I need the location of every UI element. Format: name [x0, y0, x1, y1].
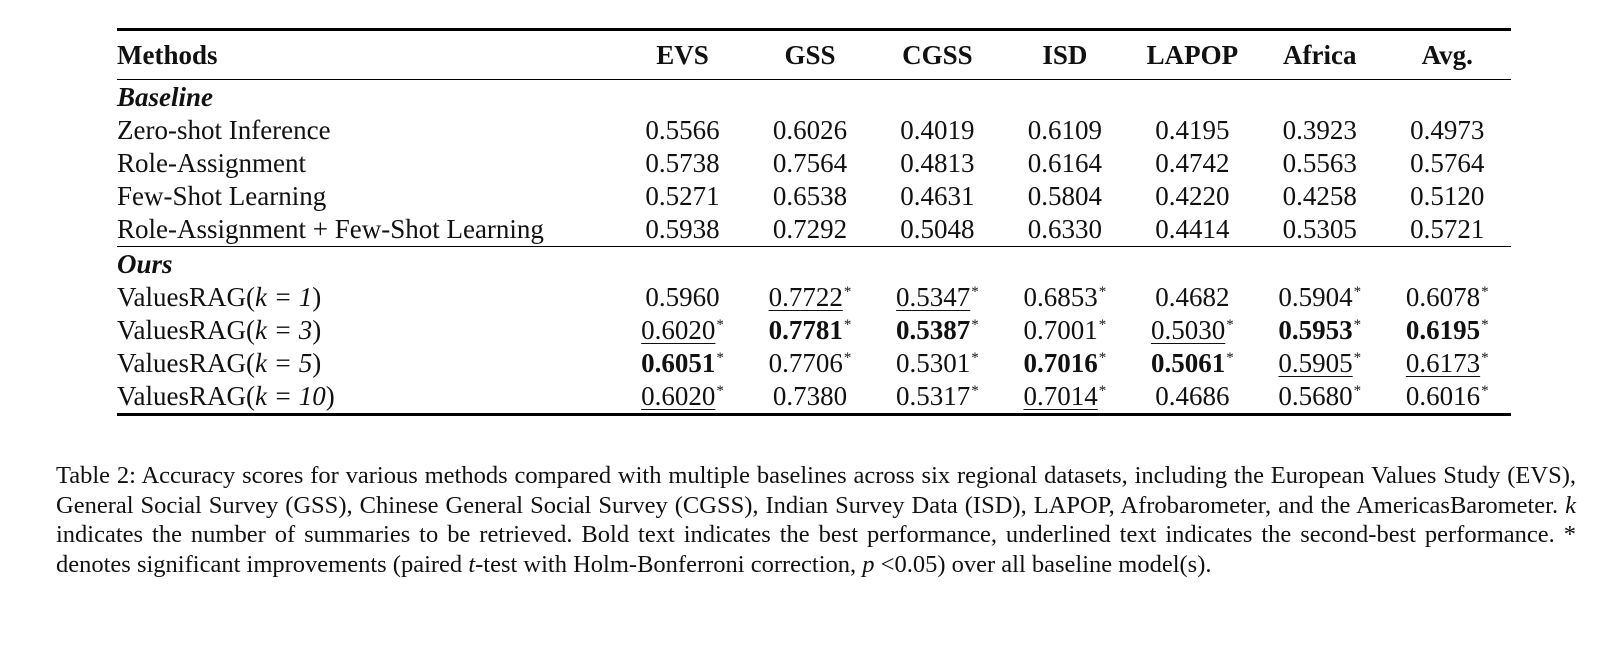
method-name: [117, 213, 619, 247]
header-gss: GSS: [784, 39, 836, 70]
cell-avg: [1384, 281, 1511, 314]
table-row: [117, 147, 1511, 180]
cell-cgss: [874, 281, 1001, 314]
score-value: 0.6195: [1405, 315, 1481, 345]
significance-marker: *: [1098, 383, 1107, 399]
score-value: 0.7706: [768, 348, 843, 378]
cell-avg: [1384, 213, 1511, 247]
score-value: 0.5566: [645, 115, 720, 145]
score-value: 0.7001: [1023, 315, 1098, 345]
score-value: 0.6164: [1027, 148, 1102, 178]
score-value: 0.6109: [1027, 115, 1102, 145]
score-value: 0.5804: [1027, 181, 1102, 211]
score-value: 0.6538: [772, 181, 848, 211]
cell-avg: [1384, 347, 1511, 380]
method-k-param: k = 1: [254, 282, 313, 312]
cell-gss: [746, 147, 873, 180]
cell-avg: [1384, 180, 1511, 213]
cell-lapop: [1129, 380, 1256, 415]
cell-evs: [619, 147, 746, 180]
method-name: [117, 147, 619, 180]
score-value: 0.5721: [1410, 214, 1485, 244]
caption-p-symbol: p: [862, 550, 875, 578]
significance-marker: *: [843, 350, 852, 366]
cell-gss: [746, 114, 873, 147]
table-row: [117, 114, 1511, 147]
score-value: 0.5738: [645, 148, 720, 178]
score-value: 0.5905: [1278, 348, 1353, 378]
cell-gss: [746, 213, 873, 247]
method-name: [117, 114, 619, 147]
cell-lapop: [1129, 213, 1256, 247]
cell-evs: [619, 314, 746, 347]
cell-africa: [1256, 114, 1383, 147]
score-value: 0.6853: [1023, 282, 1098, 312]
cell-lapop: [1129, 281, 1256, 314]
table-row: [117, 180, 1511, 213]
table-row: [117, 213, 1511, 247]
significance-marker: *: [1353, 317, 1362, 333]
score-value: 0.6020: [641, 315, 716, 345]
significance-marker: *: [716, 317, 724, 333]
method-label: ValuesRAG(: [117, 282, 255, 312]
significance-marker: *: [1353, 284, 1362, 300]
header-lapop: LAPOP: [1146, 39, 1239, 70]
cell-evs: [619, 180, 746, 213]
significance-marker: *: [843, 317, 852, 333]
score-value: 0.5764: [1410, 148, 1485, 178]
score-value: 0.3923: [1282, 115, 1357, 145]
method-label: Few-Shot Learning: [117, 181, 327, 211]
cell-lapop: [1129, 314, 1256, 347]
method-label: ValuesRAG(: [117, 381, 255, 411]
cell-isd: [1001, 314, 1128, 347]
method-k-param: k = 5: [254, 348, 313, 378]
caption-t-symbol: t: [468, 550, 476, 578]
score-value: 0.6051: [641, 348, 716, 378]
cell-cgss: [874, 114, 1001, 147]
score-value: 0.6016: [1405, 381, 1481, 411]
cell-isd: [1001, 213, 1128, 247]
significance-marker: *: [1098, 284, 1107, 300]
method-k-param: k = 3: [254, 315, 313, 345]
table-row: [117, 314, 1511, 347]
method-close-paren: ): [312, 282, 322, 312]
score-value: 0.4631: [900, 181, 975, 211]
score-value: 0.5904: [1278, 282, 1353, 312]
cell-africa: [1256, 213, 1383, 247]
significance-marker: *: [971, 317, 979, 333]
section-header-row: [117, 247, 1511, 282]
cell-cgss: [874, 380, 1001, 415]
caption-k-symbol: k: [1565, 491, 1576, 519]
cell-avg: [1384, 380, 1511, 415]
section-baseline: [117, 80, 1511, 247]
score-value: 0.5317: [896, 381, 971, 411]
cell-cgss: [874, 147, 1001, 180]
score-value: 0.6020: [641, 381, 716, 411]
significance-marker: *: [716, 350, 724, 366]
method-name: [117, 380, 619, 415]
score-value: 0.5680: [1278, 381, 1353, 411]
score-value: 0.4686: [1155, 381, 1230, 411]
caption-part1: Table 2: Accuracy scores for various methods compared with multiple baselines across six regional datasets, including the European Values Study (EVS), General Social Survey (GSS), Chinese General Social Survey (CGSS), Indian Survey Data (ISD), LAPOP, Afrobarometer, and the AmericasBarometer.: [56, 462, 1576, 519]
significance-marker: *: [971, 383, 979, 399]
score-value: 0.6026: [772, 115, 848, 145]
method-label: Role-Assignment + Few-Shot Learning: [117, 214, 544, 244]
significance-marker: *: [1353, 383, 1362, 399]
table-header-row: [117, 30, 1511, 80]
score-value: 0.6173: [1405, 348, 1481, 378]
score-value: 0.5030: [1150, 315, 1226, 345]
cell-lapop: [1129, 114, 1256, 147]
header-methods: Methods: [117, 39, 218, 70]
cell-avg: [1384, 147, 1511, 180]
cell-cgss: [874, 347, 1001, 380]
header-africa: Africa: [1283, 39, 1357, 70]
score-value: 0.5120: [1410, 181, 1485, 211]
score-value: 0.5271: [645, 181, 720, 211]
cell-africa: [1256, 180, 1383, 213]
method-close-paren: ): [312, 348, 322, 378]
method-label: ValuesRAG(: [117, 315, 255, 345]
cell-evs: [619, 114, 746, 147]
score-value: 0.5938: [645, 214, 720, 244]
header-isd: ISD: [1042, 39, 1088, 70]
table-row: [117, 281, 1511, 314]
cell-cgss: [874, 314, 1001, 347]
score-value: 0.7016: [1023, 348, 1098, 378]
score-value: 0.4813: [900, 148, 975, 178]
significance-marker: *: [971, 284, 979, 300]
cell-evs: [619, 281, 746, 314]
cell-gss: [746, 180, 873, 213]
score-value: 0.5953: [1278, 315, 1353, 345]
cell-lapop: [1129, 180, 1256, 213]
score-value: 0.7722: [768, 282, 843, 312]
method-label: Zero-shot Inference: [117, 115, 331, 145]
cell-cgss: [874, 180, 1001, 213]
significance-marker: *: [1353, 350, 1362, 366]
cell-evs: [619, 380, 746, 415]
score-value: 0.4973: [1410, 115, 1485, 145]
cell-africa: [1256, 147, 1383, 180]
method-name: [117, 347, 619, 380]
cell-isd: [1001, 380, 1128, 415]
table-row: [117, 380, 1511, 415]
section-header-row: [117, 80, 1511, 115]
section-title: Ours: [117, 248, 173, 279]
score-value: 0.7014: [1023, 381, 1098, 411]
cell-isd: [1001, 281, 1128, 314]
cell-isd: [1001, 147, 1128, 180]
score-value: 0.4414: [1155, 214, 1230, 244]
score-value: 0.4019: [900, 115, 975, 145]
score-value: 0.5960: [645, 282, 720, 312]
significance-marker: *: [1226, 317, 1234, 333]
score-value: 0.5305: [1282, 214, 1357, 244]
cell-gss: [746, 281, 873, 314]
method-name: [117, 180, 619, 213]
significance-marker: *: [1481, 383, 1489, 399]
significance-marker: *: [971, 350, 979, 366]
caption-part2: indicates the number of summaries to be retrieved. Bold text indicates the best performance, underlined text indicates the second-best performance. * denotes significant improvements (paired: [56, 521, 1576, 578]
caption-part3: -test with Holm-Bonferroni correction,: [475, 550, 863, 578]
score-value: 0.4258: [1282, 181, 1357, 211]
table-caption: [56, 461, 1576, 579]
score-value: 0.4195: [1155, 115, 1230, 145]
score-value: 0.7781: [768, 315, 843, 345]
method-name: [117, 314, 619, 347]
cell-avg: [1384, 314, 1511, 347]
cell-africa: [1256, 314, 1383, 347]
section-ours: [117, 247, 1511, 415]
score-value: 0.6078: [1405, 282, 1481, 312]
cell-isd: [1001, 347, 1128, 380]
method-label: ValuesRAG(: [117, 348, 255, 378]
score-value: 0.4742: [1155, 148, 1230, 178]
significance-marker: *: [1098, 317, 1107, 333]
cell-isd: [1001, 114, 1128, 147]
cell-africa: [1256, 281, 1383, 314]
significance-marker: *: [1481, 317, 1489, 333]
cell-gss: [746, 314, 873, 347]
score-value: 0.4682: [1155, 282, 1230, 312]
header-avg: Avg.: [1421, 39, 1473, 70]
method-name: [117, 281, 619, 314]
method-close-paren: ): [325, 381, 335, 411]
cell-isd: [1001, 180, 1128, 213]
table-row: [117, 347, 1511, 380]
significance-marker: *: [1481, 350, 1489, 366]
cell-evs: [619, 213, 746, 247]
cell-evs: [619, 347, 746, 380]
score-value: 0.7380: [772, 381, 848, 411]
significance-marker: *: [716, 383, 724, 399]
method-close-paren: ): [312, 315, 322, 345]
results-table-container: [117, 28, 1511, 416]
score-value: 0.5061: [1150, 348, 1226, 378]
results-table: [117, 28, 1511, 416]
score-value: 0.6330: [1027, 214, 1102, 244]
cell-africa: [1256, 380, 1383, 415]
cell-gss: [746, 380, 873, 415]
score-value: 0.4220: [1155, 181, 1230, 211]
cell-avg: [1384, 114, 1511, 147]
section-title: Baseline: [117, 81, 214, 112]
cell-africa: [1256, 347, 1383, 380]
score-value: 0.5347: [896, 282, 971, 312]
header-cgss: CGSS: [902, 39, 973, 70]
score-value: 0.7564: [772, 148, 848, 178]
cell-gss: [746, 347, 873, 380]
cell-lapop: [1129, 147, 1256, 180]
method-label: Role-Assignment: [117, 148, 306, 178]
caption-part4: <0.05) over all baseline model(s).: [874, 550, 1212, 578]
cell-lapop: [1129, 347, 1256, 380]
score-value: 0.5048: [900, 214, 975, 244]
significance-marker: *: [1226, 350, 1234, 366]
significance-marker: *: [1481, 284, 1489, 300]
score-value: 0.5301: [896, 348, 971, 378]
score-value: 0.5387: [896, 315, 971, 345]
score-value: 0.7292: [772, 214, 848, 244]
significance-marker: *: [843, 284, 852, 300]
cell-cgss: [874, 213, 1001, 247]
significance-marker: *: [1098, 350, 1107, 366]
score-value: 0.5563: [1282, 148, 1357, 178]
method-k-param: k = 10: [254, 381, 326, 411]
header-evs: EVS: [656, 39, 709, 70]
